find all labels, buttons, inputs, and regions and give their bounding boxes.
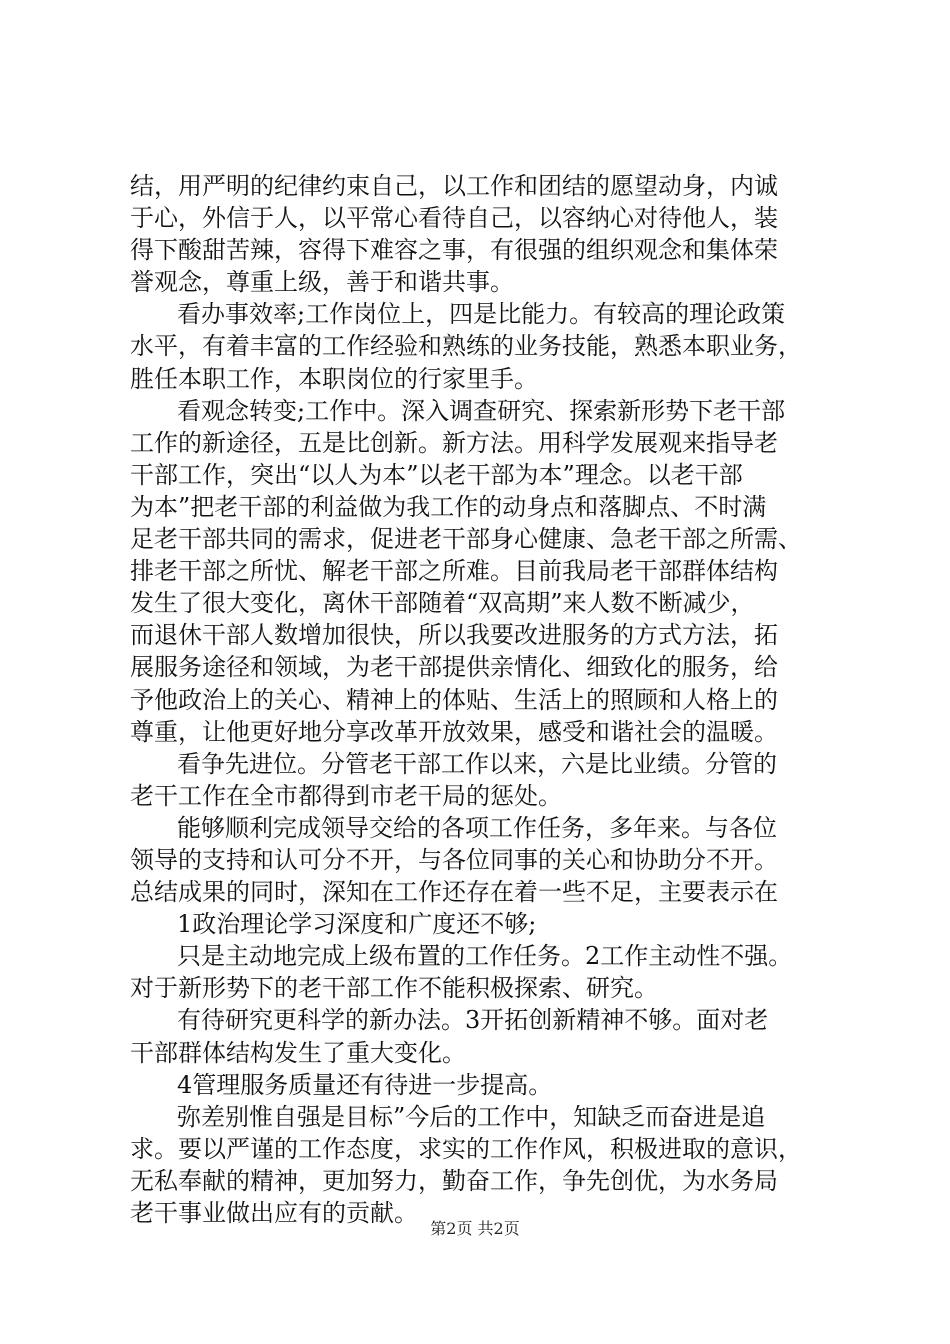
text-line: 水平，有着丰富的工作经验和熟练的业务技能，熟悉本职业务，: [130, 332, 802, 361]
text-line: 弥差别惟自强是目标”今后的工作中，知缺乏而奋进是追: [177, 1102, 766, 1131]
text-line: 予他政治上的关心、精神上的体贴、生活上的照顾和人格上的: [130, 685, 778, 714]
text-line: 而退休干部人数增加很快，所以我要改进服务的方式方法，拓: [130, 621, 778, 650]
text-line: 看争先进位。分管老干部工作以来，六是比业绩。分管的: [177, 749, 777, 778]
text-line: 1政治理论学习深度和广度还不够;: [177, 910, 537, 939]
text-line: 尊重，让他更好地分享改革开放效果，感受和谐社会的温暖。: [130, 717, 778, 746]
text-line: 4管理服务质量还有待进一步提高。: [177, 1070, 553, 1099]
text-line: 足老干部共同的需求，促进老干部身心健康、急老干部之所需、: [130, 525, 802, 554]
text-line: 得下酸甜苦辣，容得下难容之事，有很强的组织观念和集体荣: [130, 236, 778, 265]
document-body: [130, 170, 860, 1229]
text-line: 干部工作，突出“以人为本”以老干部为本”理念。以老干部: [130, 460, 743, 489]
text-line: 领导的支持和认可分不开，与各位同事的关心和协助分不开。: [130, 845, 778, 874]
text-line: 发生了很大变化，离休干部随着“双高期”来人数不断减少，: [130, 589, 755, 618]
text-line: 总结成果的同时，深知在工作还存在着一些不足，主要表示在: [130, 878, 778, 907]
text-line: 能够顺利完成领导交给的各项工作任务，多年来。与各位: [177, 813, 777, 842]
page-footer: 第2页 共2页: [430, 1219, 520, 1238]
text-line: 有待研究更科学的新办法。3开拓创新精神不够。面对老: [177, 1006, 769, 1035]
text-line: 无私奉献的精神，更加努力，勤奋工作，争先创优，为水务局: [130, 1166, 778, 1195]
text-line: 排老干部之所忧、解老干部之所难。目前我局老干部群体结构: [130, 557, 778, 586]
text-line: 胜任本职工作，本职岗位的行家里手。: [130, 364, 538, 393]
text-line: 结，用严明的纪律约束自己，以工作和团结的愿望动身，内诚: [130, 172, 778, 200]
text-line: 对于新形势下的老干部工作不能积极探索、研究。: [130, 974, 658, 1003]
text-line: 于心，外信于人，以平常心看待自己，以容纳心对待他人，装: [130, 204, 778, 233]
text-line: 展服务途径和领域，为老干部提供亲情化、细致化的服务，给: [130, 653, 778, 682]
text-line: 干部群体结构发生了重大变化。: [130, 1038, 466, 1067]
text-line: 为本”把老干部的利益做为我工作的动身点和落脚点、不时满: [130, 492, 767, 521]
text-line: 老干事业做出应有的贡献。: [130, 1199, 418, 1227]
text-line: 求。要以严谨的工作态度，求实的工作作风，积极进取的意识，: [130, 1134, 802, 1163]
text-line: 看办事效率;工作岗位上，四是比能力。有较高的理论政策: [177, 300, 786, 329]
text-line: 工作的新途径，五是比创新。新方法。用科学发展观来指导老: [130, 428, 778, 457]
text-line: 老干工作在全市都得到市老干局的惩处。: [130, 781, 562, 810]
text-line: 只是主动地完成上级布置的工作任务。2工作主动性不强。: [177, 942, 793, 971]
text-line: 看观念转变;工作中。深入调查研究、探索新形势下老干部: [177, 396, 786, 425]
text-line: 誉观念，尊重上级，善于和谐共事。: [130, 268, 514, 297]
